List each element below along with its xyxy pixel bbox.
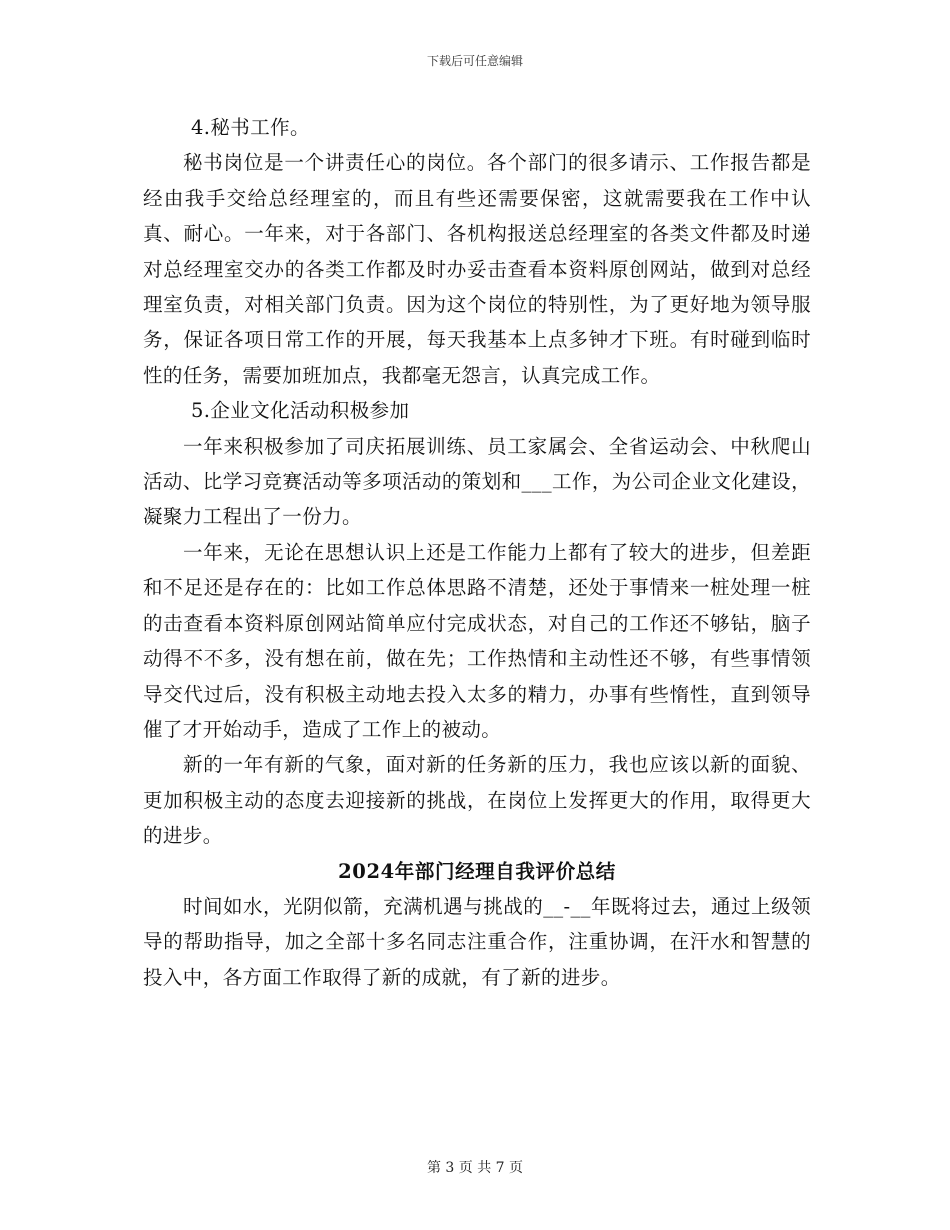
document-section-title: 2024年部门经理自我评价总结 xyxy=(338,859,616,883)
page-number-footer: 第 3 页 共 7 页 xyxy=(426,1160,524,1176)
paragraph-shortcomings: 一年来，无论在思想认识上还是工作能力上都有了较大的进步，但差距和不足还是存在的：比如工作总体思路不清楚，还处于事情来一桩处理一桩的击查看本资料原创网站简单应付完成状态，对自己的工作还不够钻，脑子动得不不多，没有想在前，做在先；工作热情和主动性还不够，有些事情领导交代过后，没有积极主动地去投入太多的精力，办事有些惰性，直到领导催了才开始动手，造成了工作上的被动。 xyxy=(143,540,811,741)
header-note: 下载后可任意编辑 xyxy=(426,54,523,68)
paragraph-secretary-work: 秘书岗位是一个讲责任心的岗位。各个部门的很多请示、工作报告都是经由我手交给总经理室的，而且有些还需要保密，这就需要我在工作中认真、耐心。一年来，对于各部门、各机构报送总经理室的各类文件都及时递对总经理室交办的各类工作都及时办妥击查看本资料原创网站，做到对总经理室负责，对相关部门负责。因为这个岗位的特别性，为了更好地为领导服务，保证各项日常工作的开展，每天我基本上点多钟才下班。有时碰到临时性的任务，需要加班加点，我都毫无怨言，认真完成工作。 xyxy=(143,151,811,387)
paragraph-new-year: 新的一年有新的气象，面对新的任务新的压力，我也应该以新的面貌、更加积极主动的态度去迎接新的挑战，在岗位上发挥更大的作用，取得更大的进步。 xyxy=(143,753,811,848)
document-body xyxy=(143,110,811,995)
paragraph-culture-activities: 一年来积极参加了司庆拓展训练、员工家属会、全省运动会、中秋爬山活动、比学习竞赛活动等多项活动的策划和___工作，为公司企业文化建设，凝聚力工程出了一份力。 xyxy=(143,434,811,529)
paragraph-intro: 时间如水，光阴似箭，充满机遇与挑战的__-__年既将过去，通过上级领导的帮助指导，加之全部十多名同志注重合作，注重协调，在汗水和智慧的投入中，各方面工作取得了新的成就，有了新的进步。 xyxy=(143,894,811,989)
section-heading-culture: 5.企业文化活动积极参加 xyxy=(191,399,410,423)
section-heading-secretary: 4.秘书工作。 xyxy=(191,116,310,139)
